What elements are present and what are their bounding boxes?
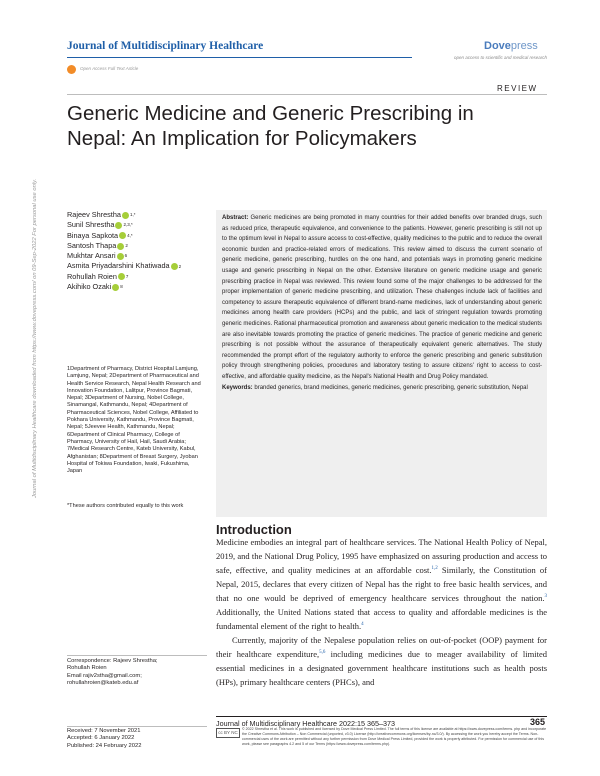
publisher-logo-press: press [510,40,538,52]
header-rule [67,57,412,58]
intro-text: Additionally, the United Nations stated that access to quality and affordable medicines is the fundamental element of the right to health. [216,607,547,631]
citation-link[interactable]: 4 [361,622,364,628]
citation-link[interactable]: 1,2 [431,566,438,572]
orcid-icon[interactable] [117,253,124,260]
orcid-icon[interactable] [122,212,129,219]
correspondence [67,658,207,687]
author-name[interactable]: Sunil Shrestha [67,220,115,230]
intro-paragraph-1 [216,535,547,633]
intro-text: including medicines due to meager availability of limited essential medicines in a designated government healthcare institutions such as health posts (HPs), primary healthcare centers (PHCs), and [216,649,547,687]
author-name[interactable]: Rohullah Roien [67,271,117,281]
author-item[interactable]: Binaya Sapkota 4,* [67,230,133,240]
abstract-content [222,213,542,393]
abstract-label: Abstract: [222,215,249,221]
abstract-box [216,210,547,517]
footer-journal-ref[interactable]: Journal of Multidisciplinary Healthcare 2022:15 365–373 [216,719,395,728]
journal-title[interactable]: Journal of Multidisciplinary Healthcare [67,40,264,52]
author-item[interactable]: Rajeev Shrestha 1,* [67,210,136,219]
author-item[interactable]: Akihiko Ozaki 8 [67,282,123,292]
intro-text: Currently, majority of the Nepalese population relies on out-of-pocket (OOP) payment for their healthcare expenditure, [216,635,547,659]
abstract-paragraph [222,213,542,383]
citation-link[interactable]: 5,6 [319,650,326,656]
accepted-date: Accepted: 6 January 2022 [67,735,135,742]
article-title: Generic Medicine and Generic Prescribing in Nepal: An Implication for Policymakers [67,102,474,150]
author-name[interactable]: Asmita Priyadarshini Khatiwada [67,261,170,271]
open-access-label: Open Access Full Text Article [80,66,139,71]
keywords-text: branded generics, brand medicines, generic medicines, generic prescribing, generic substitution, Nepal [254,384,528,391]
title-rule [67,94,547,95]
author-name[interactable]: Akihiko Ozaki [67,282,112,292]
page-number: 365 [530,717,546,727]
equal-contribution-note: *These authors contributed equally to this work [67,503,184,509]
correspondence-line: Correspondence: Rajeev Shrestha; [67,658,158,664]
download-note: Journal of Multidisciplinary Healthcare downloaded from https://www.dovepress.com/ on 09-Sep-2022 For personal use only. [32,178,38,498]
affiliations: 1Department of Pharmacy, District Hospital Lamjung, Lamjung, Nepal; 2Department of Pharmaceutical and Health Service Research, Nepal Health Research and Innovation Foundation, Lalitpur, Province Bagmati, Nepal; 3Department of Nursing, Nobel College, Sinamangal, Kathmandu, Nepal; 4Department of Pharmaceutical Sciences, Nobel College, Affiliated to Pokhara University, Kathmandu, Province Bagmati, Nepal; 5Jeevee Health, Kathmandu, Nepal; 6Department of Clinical Pharmacy, College of Pharmacy, University of Hail, Hail, Saudi Arabia; 7Medical Research Centre, Kateb University, Kabul, Afghanistan; 8Department of Breast Surgery, Jyoban Hospital of Tokiwa Foundation, Iwaki, Fukushima, Japan [67,366,201,475]
citation-link[interactable]: 3 [544,594,547,600]
orcid-icon[interactable] [118,273,125,280]
author-item[interactable]: Sunil Shrestha 2,3,* [67,220,133,230]
correspondence-line: Rohullah Roien [67,665,107,672]
correspondence-rule [67,655,207,656]
author-item[interactable]: Santosh Thapa 2 [67,240,128,250]
author-list [67,210,217,292]
intro-text: Medicine embodies an integral part of healthcare services. The National Health Policy of Nepal, 2019, and the National Drug Policy, 1995 have emphasized on assuring production and access to safe, effective, and quality medicines at an affordable cost. [216,537,547,575]
received-date: Received: 7 November 2021 [67,728,141,734]
author-name[interactable]: Rajeev Shrestha [67,210,121,219]
author-item[interactable]: Mukhtar Ansari 6 [67,251,128,261]
intro-paragraph-2 [216,633,547,689]
author-item[interactable]: Asmita Priyadarshini Khatiwada 2 [67,261,182,271]
publisher-tagline: open access to scientific and medical research [453,55,547,60]
orcid-icon[interactable] [112,284,119,291]
intro-text: Similarly, the Constitution of Nepal, 2015, declares that every citizen of Nepal has the right to free basic health services, and that no one would be deprived of emergency healthcare services throughout the nation. [216,565,547,603]
author-name[interactable]: Binaya Sapkota [67,230,119,240]
keywords [222,383,542,394]
orcid-icon[interactable] [115,222,122,229]
published-date: Published: 24 February 2022 [67,742,142,749]
open-access-icon [67,65,76,74]
footer-rule [216,716,547,717]
article-dates [67,728,207,750]
article-type: REVIEW [497,84,538,93]
publisher-logo[interactable] [484,40,538,52]
orcid-icon[interactable] [117,243,124,250]
author-name[interactable]: Mukhtar Ansari [67,251,116,261]
cc-license-icon[interactable]: cc BY NC [216,728,240,738]
keywords-label: Keywords: [222,384,253,391]
correspondence-email[interactable]: Email rajiv2stha@gmail.com; [67,672,142,679]
publisher-logo-dove: Dove [484,40,511,52]
intro-heading: Introduction [216,522,292,537]
author-item[interactable]: Rohullah Roien 7 [67,271,129,281]
intro-body [216,535,547,689]
license-text: © 2022 Shrestha et al. This work is published and licensed by Dove Medical Press Limited. The full terms of this license are available at https://www.dovepress.com/terms. php and incorporate the Creative Commons Attribution – Non Commercial (unported, v3.0) License (http://creativecommons.org/licenses/by-nc/3.0/). By accessing the work you hereby accept the Terms. Non-commercial uses of the work are permitted without any further permission from Dove Medical Press Limited, provided the work is properly attributed. For permission for commercial use of this work, please see paragraphs 4.2 and 5 of our Terms (https://www.dovepress.com/terms.php). [242,727,547,746]
author-name[interactable]: Santosh Thapa [67,240,117,250]
abstract-text: Generic medicines are being promoted in many countries for their added benefits over branded drugs, such as reduced price, therapeutic equivalence, and convenience to the patients. However, generic prescribing is still not up to the optimum level in Nepal to assure access to cost-effective, quality medicines to the public and to reduce the overall economic burden and practice-related errors of medications. This review aimed to discuss the current scenario of generic medicine, generic prescribing, hurdles on the one hand, and potentials ways in promoting generic medicine usage and generic prescribing in Nepal on the other. Extensive literature on generic medicine usage and generic prescribing practice in Nepal was reviewed. This review found some of the major challenges to be addressed for the proper implementation of generic medicine prescribing, and utilization. These challenges include lack of facilities and competency to assure therapeutic equivalence of different brand-name medicines, lack of understanding about generic medicines among health care providers (HCPs) and the public, and lack of stringent regulation towards promoting generic medicines. Rational pharmaceutical promotion and awareness about generic medication to the medical students are also inevitable towards promoting the practice of generic medicines. The practice of generic medicine and generic prescribing is not possible without the assurance of therapeutically equivalent generic alternatives. The study recommended the prompt effort of the regulatory authority to enforce the generic prescribing and generic substitution policy through strengthening policies, procedures and laboratory testing to assure citizens' right to access to cost-effective, and affordable quality medicine, as the Nepal's National Health and Drug Policy mandated. [222,215,543,380]
orcid-icon[interactable] [119,232,126,239]
correspondence-email[interactable]: rohullahroien@kateb.edu.af [67,679,139,686]
dates-rule [67,726,207,727]
orcid-icon[interactable] [171,263,178,270]
